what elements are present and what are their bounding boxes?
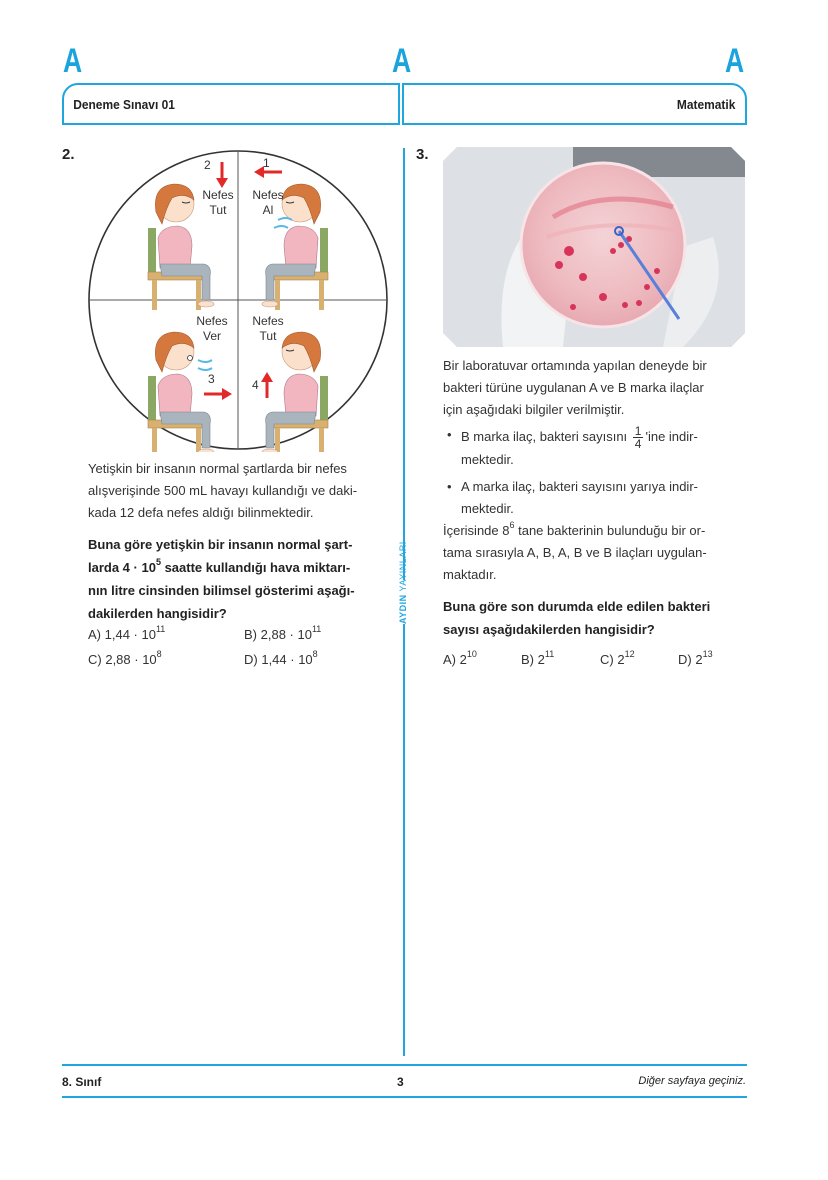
q3-intro-line3: için aşağıdaki bilgiler verilmiştir.	[443, 402, 625, 417]
exam-title-box	[62, 83, 400, 125]
publisher-name-light: YAYINLARI	[398, 541, 408, 595]
q3-intro-line1: Bir laboratuvar ortamında yapılan deneyde bir	[443, 358, 707, 373]
question-3-prompt	[443, 595, 745, 641]
grade-label: 8. Sınıf	[62, 1075, 102, 1089]
q2-prompt-line4: dakilerden hangisidir?	[88, 606, 227, 621]
question-3-number: 3.	[416, 146, 429, 163]
q2-prompt-line2: larda $4 \cdot 10^5$ saatte kullandığı hava miktarı-	[88, 557, 351, 575]
q3-option-c[interactable]: C) $2^{12}$	[600, 649, 635, 667]
subject-box	[402, 83, 747, 125]
q2-prompt-line1: Buna göre yetişkin bir insanın normal şart-	[88, 537, 353, 552]
q3-prompt-line1: Buna göre son durumda elde edilen bakteri	[443, 599, 711, 614]
footer-top-rule	[62, 1064, 747, 1066]
label-nefes-al: Nefes Al	[252, 188, 284, 217]
question-2-prompt	[88, 533, 390, 625]
q3-prompt-line2: sayısı aşağıdakilerden hangisidir?	[443, 622, 655, 637]
q2-option-c[interactable]: C) $2,88 \cdot 10^8$	[88, 649, 162, 667]
step-4-number: 4	[252, 378, 259, 392]
question-3-bullets	[443, 425, 745, 520]
question-2-stem	[88, 458, 390, 524]
step-1-number: 1	[263, 156, 270, 170]
question-3-intro	[443, 355, 745, 421]
publisher-name-bold: AYDIN	[398, 594, 408, 624]
question-3-setup	[443, 520, 745, 586]
label-nefes-tut-2: Nefes Tut	[252, 314, 284, 343]
footer-bottom-rule	[62, 1096, 747, 1098]
q2-stem-line2: alışverişinde 500 mL havayı kullandığı ve daki-	[88, 483, 358, 498]
q3-setup-line3: maktadır.	[443, 567, 497, 582]
bullet-a-drug: • A marka ilaç, bakteri sayısını yarıya indir- mektedir.	[443, 476, 745, 520]
bullet-b-drug: • B marka ilaç, bakteri sayısını $\frac{1}{4}$ 'ine indir- mektedir.	[443, 425, 745, 470]
exam-title: Deneme Sınavı 01	[73, 96, 175, 112]
next-page-note: Diğer sayfaya geçiniz.	[638, 1075, 746, 1087]
publisher-watermark	[398, 541, 412, 624]
step-2-number: 2	[204, 158, 211, 172]
q2-stem-line3: kada 12 defa nefes aldığı bilinmektedir.	[88, 505, 314, 520]
q3-option-b[interactable]: B) $2^{11}$	[521, 649, 555, 667]
booklet-letter-center: A	[392, 42, 412, 80]
page-number: 3	[397, 1075, 404, 1089]
q2-option-a[interactable]: A) $1,44 \cdot 10^{11}$	[88, 624, 166, 642]
q2-option-b[interactable]: B) $2,88 \cdot 10^{11}$	[244, 624, 322, 642]
q2-option-d[interactable]: D) $1,44 \cdot 10^8$	[244, 649, 318, 667]
q3-intro-line2: bakteri türüne uygulanan A ve B marka ilaçlar	[443, 380, 704, 395]
q3-setup-line2: tama sırasıyla A, B, A, B ve B ilaçları uygulan-	[443, 545, 707, 560]
petri-dish-image	[443, 147, 745, 347]
q3-setup-line1: İçerisinde $8^6$ tane bakterinin bulunduğu bir or-	[443, 520, 706, 538]
booklet-letter-right: A	[725, 42, 745, 80]
subject-title: Matematik	[677, 96, 736, 112]
breathing-diagram	[86, 148, 390, 452]
petri-dish-photo	[443, 147, 745, 347]
q3-option-a[interactable]: A) $2^{10}$	[443, 649, 477, 667]
q2-prompt-line3: nın litre cinsinden bilimsel gösterimi aşağı-	[88, 583, 355, 598]
fraction-one-quarter: $\frac{1}{4}$	[634, 424, 642, 451]
label-nefes-ver: Nefes Ver	[196, 314, 228, 343]
question-2-number: 2.	[62, 146, 75, 163]
label-nefes-tut-1: Nefes Tut	[202, 188, 234, 217]
step-3-number: 3	[208, 372, 215, 386]
q2-stem-line1: Yetişkin bir insanın normal şartlarda bir nefes	[88, 461, 347, 476]
booklet-letter-left: A	[63, 42, 83, 80]
q3-option-d[interactable]: D) $2^{13}$	[678, 649, 713, 667]
